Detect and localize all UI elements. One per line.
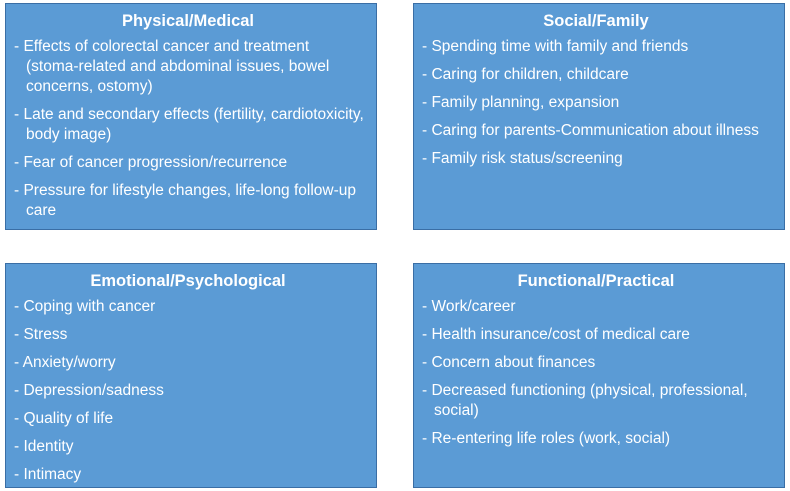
list-item: - Family risk status/screening <box>418 149 774 169</box>
list-item: - Health insurance/cost of medical care <box>418 325 774 345</box>
list-item: - Pressure for lifestyle changes, life-long follow-up care <box>10 181 366 221</box>
emotional-psychological-title: Emotional/Psychological <box>90 272 286 290</box>
emotional-psychological-box <box>5 263 377 488</box>
functional-practical-title: Functional/Practical <box>517 272 675 290</box>
list-item: - Late and secondary effects (fertility, cardiotoxicity, body image) <box>10 105 366 145</box>
list-item: - Decreased functioning (physical, professional, social) <box>418 381 774 421</box>
list-item: - Caring for parents-Communication about illness <box>418 121 774 141</box>
list-item: - Intimacy <box>10 465 366 485</box>
list-item: - Work/career <box>418 297 774 317</box>
list-item: - Anxiety/worry <box>10 353 366 373</box>
social-family-box <box>413 3 785 230</box>
list-item: - Re-entering life roles (work, social) <box>418 429 774 449</box>
list-item: - Stress <box>10 325 366 345</box>
list-item: - Spending time with family and friends <box>418 37 774 57</box>
physical-medical-box <box>5 3 377 230</box>
social-family-title: Social/Family <box>543 12 649 30</box>
list-item: - Fear of cancer progression/recurrence <box>10 153 366 173</box>
list-item: - Coping with cancer <box>10 297 366 317</box>
functional-practical-list <box>418 297 774 449</box>
list-item: - Identity <box>10 437 366 457</box>
physical-medical-title: Physical/Medical <box>121 12 255 30</box>
list-item: - Quality of life <box>10 409 366 429</box>
list-item: - Depression/sadness <box>10 381 366 401</box>
list-item: - Family planning, expansion <box>418 93 774 113</box>
functional-practical-box <box>413 263 785 488</box>
physical-medical-list <box>10 37 366 221</box>
emotional-psychological-list <box>10 297 366 485</box>
list-item: - Concern about finances <box>418 353 774 373</box>
list-item: - Caring for children, childcare <box>418 65 774 85</box>
list-item: - Effects of colorectal cancer and treatment (stoma-related and abdominal issues, bowel concerns, ostomy) <box>10 37 366 97</box>
social-family-list <box>418 37 774 169</box>
